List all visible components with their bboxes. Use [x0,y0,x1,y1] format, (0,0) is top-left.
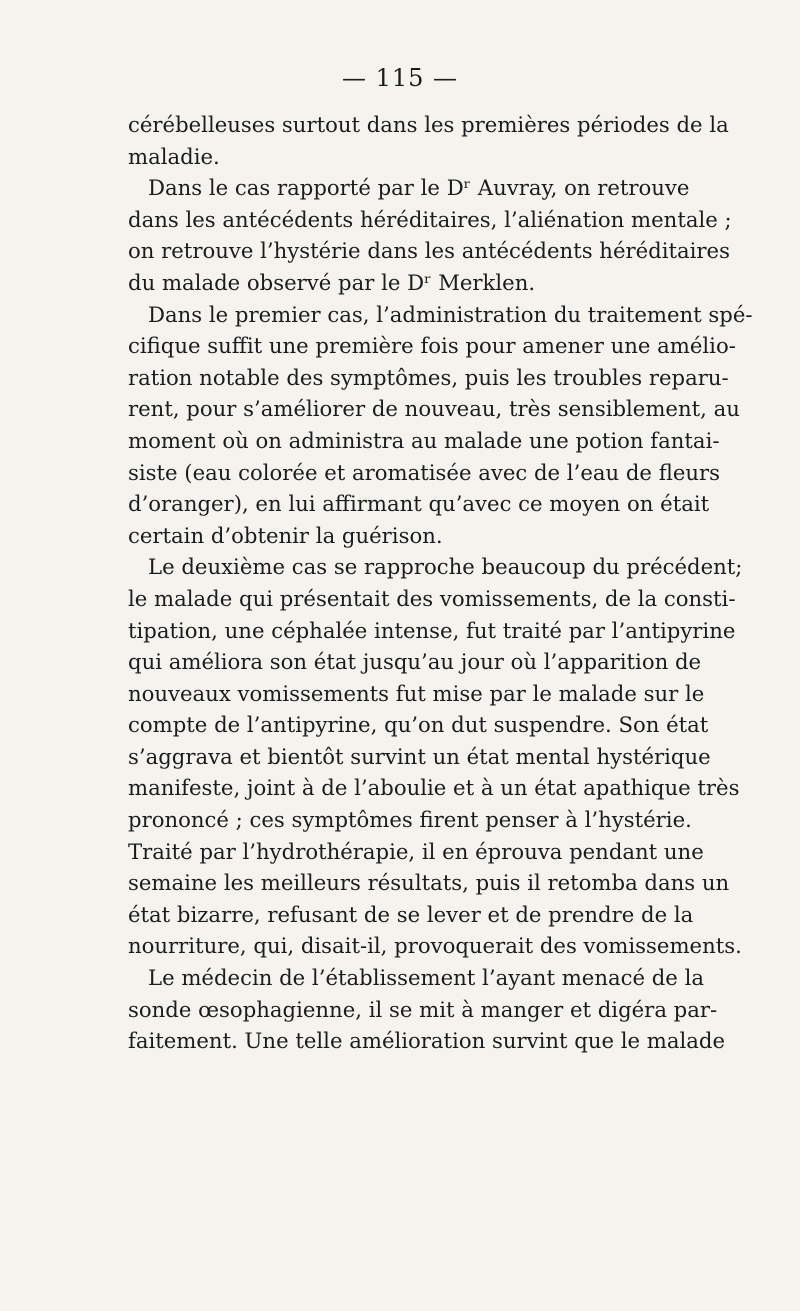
text-line: cifique suffit une première fois pour amener une amélio- [128,333,736,359]
text-line: du malade observé par le Dʳ Merklen. [128,269,536,295]
text-line: dans les antécédents héréditaires, l’aliénation mentale ; [128,206,732,232]
text-line: d’oranger), en lui affirmant qu’avec ce moyen on était [128,491,710,517]
text-line: certain d’obtenir la guérison. [128,522,443,548]
text-line: état bizarre, refusant de se lever et de prendre de la [128,901,694,927]
text-line: le malade qui présentait des vomissements, de la consti- [128,585,736,611]
text-line: moment où on administra au malade une potion fantai- [128,427,720,453]
text-line: rent, pour s’améliorer de nouveau, très sensiblement, au [128,396,740,422]
text-line: siste (eau colorée et aromatisée avec de l’eau de fleurs [128,459,721,485]
paragraph-1 [128,109,729,172]
text-line: qui améliora son état jusqu’au jour où l’apparition de [128,649,702,675]
paragraph-2 [128,172,732,298]
text-line: Dans le cas rapporté par le Dʳ Auvray, on retrouve [148,175,690,201]
text-line: nourriture, qui, disait-il, provoquerait des vomissements. [128,933,742,959]
text-line: on retrouve l’hystérie dans les antécédents héréditaires [128,238,730,264]
text-line: Le deuxième cas se rapproche beaucoup du précédent; [148,554,743,580]
text-line: Le médecin de l’établissement l’ayant menacé de la [148,965,704,991]
paragraph-4 [128,551,743,962]
paragraph-3 [128,299,753,552]
text-line: nouveaux vomissements fut mise par le malade sur le [128,680,705,706]
text-line: compte de l’antipyrine, qu’on dut suspendre. Son état [128,712,709,738]
text-line: cérébelleuses surtout dans les premières périodes de la [128,112,729,137]
page-number: — 115 — [341,64,459,92]
text-line: prononcé ; ces symptômes firent penser à l’hystérie. [128,807,692,833]
body-text [128,109,753,1057]
text-line: Traité par l’hydrothérapie, il en éprouva pendant une [128,838,704,864]
text-line: semaine les meilleurs résultats, puis il retomba dans un [128,870,730,896]
text-line: Dans le premier cas, l’administration du traitement spé- [148,301,753,327]
text-line: tipation, une céphalée intense, fut traité par l’antipyrine [128,617,736,643]
text-line: s’aggrava et bientôt survint un état mental hystérique [128,743,711,769]
text-line: ration notable des symptômes, puis les troubles reparu- [128,364,729,390]
paragraph-5 [128,962,726,1057]
text-line: manifeste, joint à de l’aboulie et à un état apathique très [128,775,740,801]
text-line: faitement. Une telle amélioration survint que le malade [128,1028,726,1054]
text-line: sonde œsophagienne, il se mit à manger et digéra par- [128,996,718,1022]
text-line: maladie. [128,143,220,169]
